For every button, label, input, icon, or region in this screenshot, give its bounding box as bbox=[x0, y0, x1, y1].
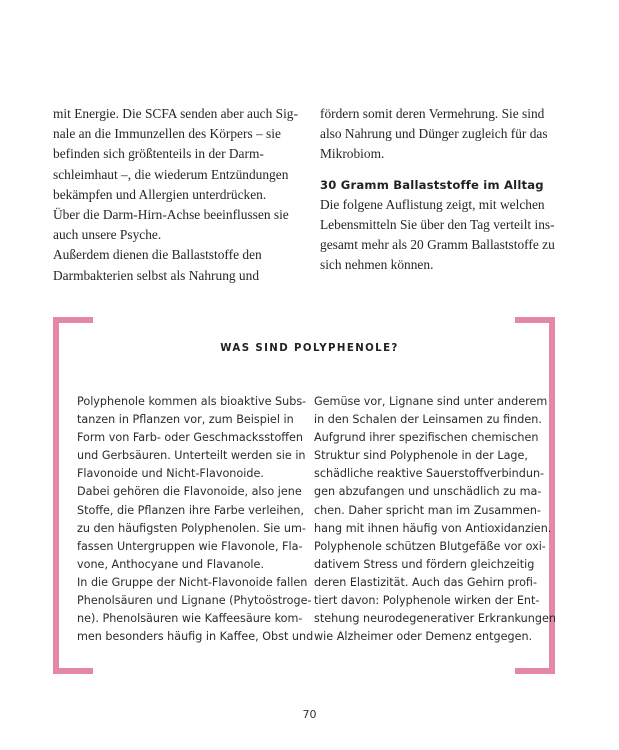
text-line: Form von Farb- oder Geschmacksstoffen bbox=[77, 431, 303, 445]
text-line: in den Schalen der Leinsamen zu finden. bbox=[314, 413, 542, 427]
text-line: Dabei gehören die Flavonoide, also jene bbox=[77, 485, 302, 499]
text-line: tiert davon: Polyphenole wirken der Ent- bbox=[314, 594, 540, 608]
text-line: befinden sich größtenteils in der Darm- bbox=[53, 146, 264, 162]
text-line: bekämpfen und Allergien unterdrücken. bbox=[53, 186, 267, 202]
text-line: hang mit ihnen häufig von Antioxidanzien. bbox=[314, 521, 552, 535]
text-line: ne). Phenolsäuren wie Kaffeesäure kom- bbox=[77, 612, 303, 626]
box-column-right bbox=[314, 393, 556, 646]
text-line: vone, Anthocyane und Flavanole. bbox=[77, 557, 264, 571]
text-line: fördern somit deren Vermehrung. Sie sind bbox=[320, 106, 545, 121]
text-line: Außerdem dienen die Ballaststoffe den bbox=[53, 247, 262, 263]
text-line: gesamt mehr als 20 Gramm Ballaststoffe zu bbox=[320, 237, 555, 253]
text-line: sich nehmen können. bbox=[320, 257, 434, 273]
text-line: Phenolsäuren und Lignane (Phytoöstroge- bbox=[77, 594, 312, 608]
text-line: stehung neurodegenerativer Erkrankungen bbox=[314, 612, 556, 626]
text-line: schädliche reaktive Sauerstoffverbindun- bbox=[314, 467, 545, 481]
text-line: Polyphenole schützen Blutgefäße vor oxi- bbox=[314, 539, 546, 553]
text-line: Polyphenole kommen als bioaktive Subs- bbox=[77, 395, 307, 408]
text-line: Flavonoide und Nicht-Flavonoide. bbox=[77, 467, 264, 481]
text-line: also Nahrung und Dünger zugleich für das bbox=[320, 126, 548, 142]
text-line: mit Energie. Die SCFA senden aber auch Sig- bbox=[53, 106, 298, 121]
text-line: deren Elastizität. Auch das Gehirn profi- bbox=[314, 575, 538, 589]
text-line: tanzen in Pflanzen vor, zum Beispiel in bbox=[77, 413, 294, 427]
text-line: schleimhaut –, die wiederum Entzündungen bbox=[53, 166, 289, 182]
box-column-left bbox=[77, 393, 314, 646]
text-line: auch unsere Psyche. bbox=[53, 227, 162, 243]
text-line: gen abzufangen und unschädlich zu ma- bbox=[314, 485, 542, 499]
text-line: Die folgene Auflistung zeigt, mit welchen bbox=[320, 196, 545, 212]
text-line: Lebensmitteln Sie über den Tag verteilt ins- bbox=[320, 217, 555, 233]
text-line: men besonders häufig in Kaffee, Obst und bbox=[77, 630, 314, 644]
text-line: Struktur sind Polyphenole in der Lage, bbox=[314, 449, 528, 463]
text-line: fassen Untergruppen wie Flavonole, Fla- bbox=[77, 539, 303, 553]
text-line: Über die Darm-Hirn-Achse beeinflussen sie bbox=[53, 207, 289, 223]
body-column-right bbox=[320, 104, 560, 276]
section-subheading: 30 Gramm Ballaststoffe im Alltag bbox=[320, 177, 544, 192]
text-line: Stoffe, die Pflanzen ihre Farbe verleihen, bbox=[77, 503, 305, 517]
box-title: WAS SIND POLYPHENOLE? bbox=[220, 343, 399, 354]
text-line: dativem Stress und fördern gleichzeitig bbox=[314, 557, 535, 571]
body-column-left bbox=[53, 104, 298, 286]
text-line: wie Alzheimer oder Demenz entgegen. bbox=[314, 630, 533, 644]
text-line: und Gerbsäuren. Unterteilt werden sie in bbox=[77, 449, 306, 463]
text-line: In die Gruppe der Nicht-Flavonoide fallen bbox=[77, 575, 308, 589]
text-line: Aufgrund ihrer spezifischen chemischen bbox=[314, 431, 539, 445]
text-line: nale an die Immunzellen des Körpers – sie bbox=[53, 126, 281, 142]
text-line: zu den häufigsten Polyphenolen. Sie um- bbox=[77, 521, 306, 535]
text-line: Darmbakterien selbst als Nahrung und bbox=[53, 267, 260, 283]
text-line: Gemüse vor, Lignane sind unter anderem bbox=[314, 395, 548, 408]
text-line: chen. Daher spricht man im Zusammen- bbox=[314, 503, 541, 517]
text-line: Mikrobiom. bbox=[320, 146, 385, 162]
page-number: 70 bbox=[302, 708, 317, 721]
